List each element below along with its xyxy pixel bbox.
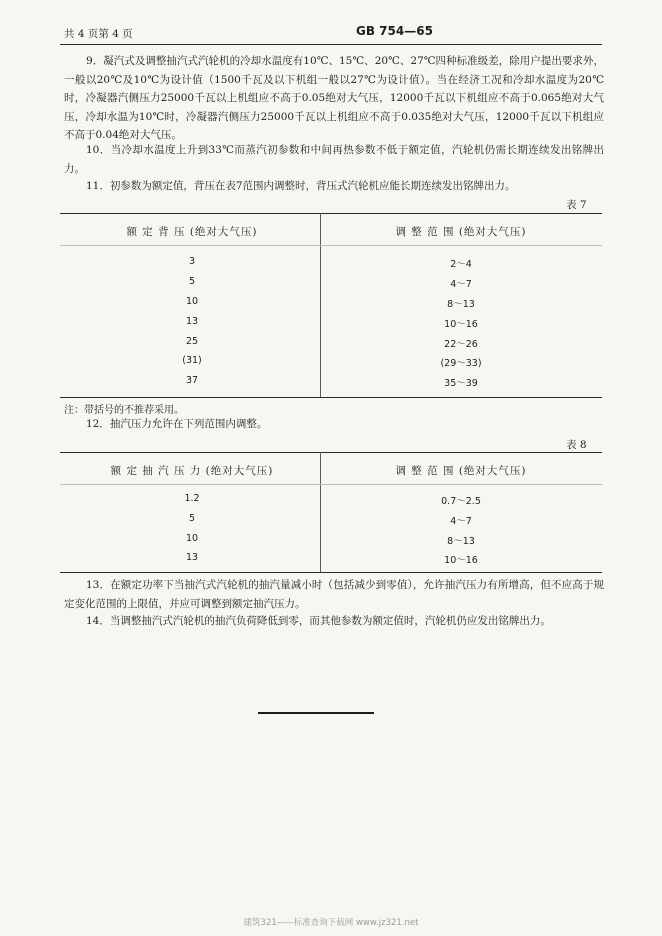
table7-header-rule xyxy=(60,245,602,246)
table8-cell: 10 xyxy=(185,533,199,544)
table8-bottom-rule xyxy=(60,572,602,573)
table7-cell: 10～16 xyxy=(444,319,478,330)
header-rule xyxy=(60,44,602,45)
page-count: 共 4 页第 4 页 xyxy=(64,28,133,40)
clause-11: 11．初参数为额定值，背压在表7范围内调整时，背压式汽轮机应能长期连续发出铭牌出力。 xyxy=(86,180,516,192)
table8-cell: 5 xyxy=(188,513,196,524)
table7-cell: (29～33) xyxy=(440,358,482,369)
table8-cell: 4～7 xyxy=(450,516,472,527)
table8-top-rule xyxy=(60,452,602,453)
table7-note: 注：带括号的不推荐采用。 xyxy=(64,405,184,416)
table7-label: 表 7 xyxy=(566,199,587,211)
clause-14: 14．当调整抽汽式汽轮机的抽汽负荷降低到零，而其他参数为额定值时，汽轮机仍应发出铭牌出力。 xyxy=(86,615,551,627)
table7-cell: 37 xyxy=(185,375,199,386)
table7-col2-header: 调 整 范 围 (绝对大气压) xyxy=(395,226,527,238)
table8-cell: 10～16 xyxy=(444,555,478,566)
table7-cell: 3 xyxy=(188,256,196,267)
table7-cell: 8～13 xyxy=(447,299,475,310)
table7-cell: 22～26 xyxy=(444,339,478,350)
table7-bottom-rule xyxy=(60,397,602,398)
table7-cell: 25 xyxy=(185,336,199,347)
table7-cell: 35～39 xyxy=(444,378,478,389)
table8-cell: 1.2 xyxy=(184,493,200,504)
table8-label: 表 8 xyxy=(566,439,587,451)
clause-9: 9．凝汽式及调整抽汽式汽轮机的冷却水温度有10℃、15℃、20℃、27℃四种标准级差，除用户提出要求外，一般以20℃及10℃为设计值（1500千瓦及以下机组一般以27℃为设计值）。当在经济工况和冷却水温度为20℃时，冷凝器汽侧压力25000千瓦以上机组应不高于0.05绝对大气压，12000千瓦以下机组应不高于0.065绝对大气压，冷却水温为10℃时，冷凝器汽侧压力25000千瓦以上机组应不高于0.035绝对大气压，12000千瓦以下机组应不高于0.04绝对大气压。 xyxy=(64,55,604,141)
table7-cell: 10 xyxy=(185,296,199,307)
table7-cell: 4～7 xyxy=(450,279,472,290)
watermark-footer: 建筑321——标准查询下载网 www.jz321.net xyxy=(243,918,419,928)
clause-12: 12．抽汽压力允许在下列范围内调整。 xyxy=(86,418,268,430)
table7-cell: (31) xyxy=(182,355,202,366)
table8-cell: 13 xyxy=(185,552,199,563)
table7-top-rule xyxy=(60,213,602,214)
table7-cell: 5 xyxy=(188,276,196,287)
table8-header-rule xyxy=(60,484,602,485)
table8-cell: 8～13 xyxy=(447,536,475,547)
end-of-document-rule xyxy=(258,712,374,714)
table7-cell: 2～4 xyxy=(450,259,472,270)
table8-col1-header: 额 定 抽 汽 压 力 (绝对大气压) xyxy=(110,465,274,477)
page-header xyxy=(64,24,602,42)
table8-col2-header: 调 整 范 围 (绝对大气压) xyxy=(395,465,527,477)
table8-cell: 0.7～2.5 xyxy=(441,496,481,507)
clause-10: 10．当冷却水温度上升到33℃而蒸汽初参数和中间再热参数不低于额定值，汽轮机仍需长期连续发出铭牌出力。 xyxy=(64,144,604,175)
clause-13: 13．在额定功率下当抽汽式汽轮机的抽汽量减小时（包括减少到零值），允许抽汽压力有所增高，但不应高于规定变化范围的上限值，并应可调整到额定抽汽压力。 xyxy=(64,579,604,610)
table7-cell: 13 xyxy=(185,316,199,327)
standard-number: GB 754—65 xyxy=(356,24,433,38)
table7-col1-header: 额 定 背 压 (绝对大气压) xyxy=(126,226,258,238)
